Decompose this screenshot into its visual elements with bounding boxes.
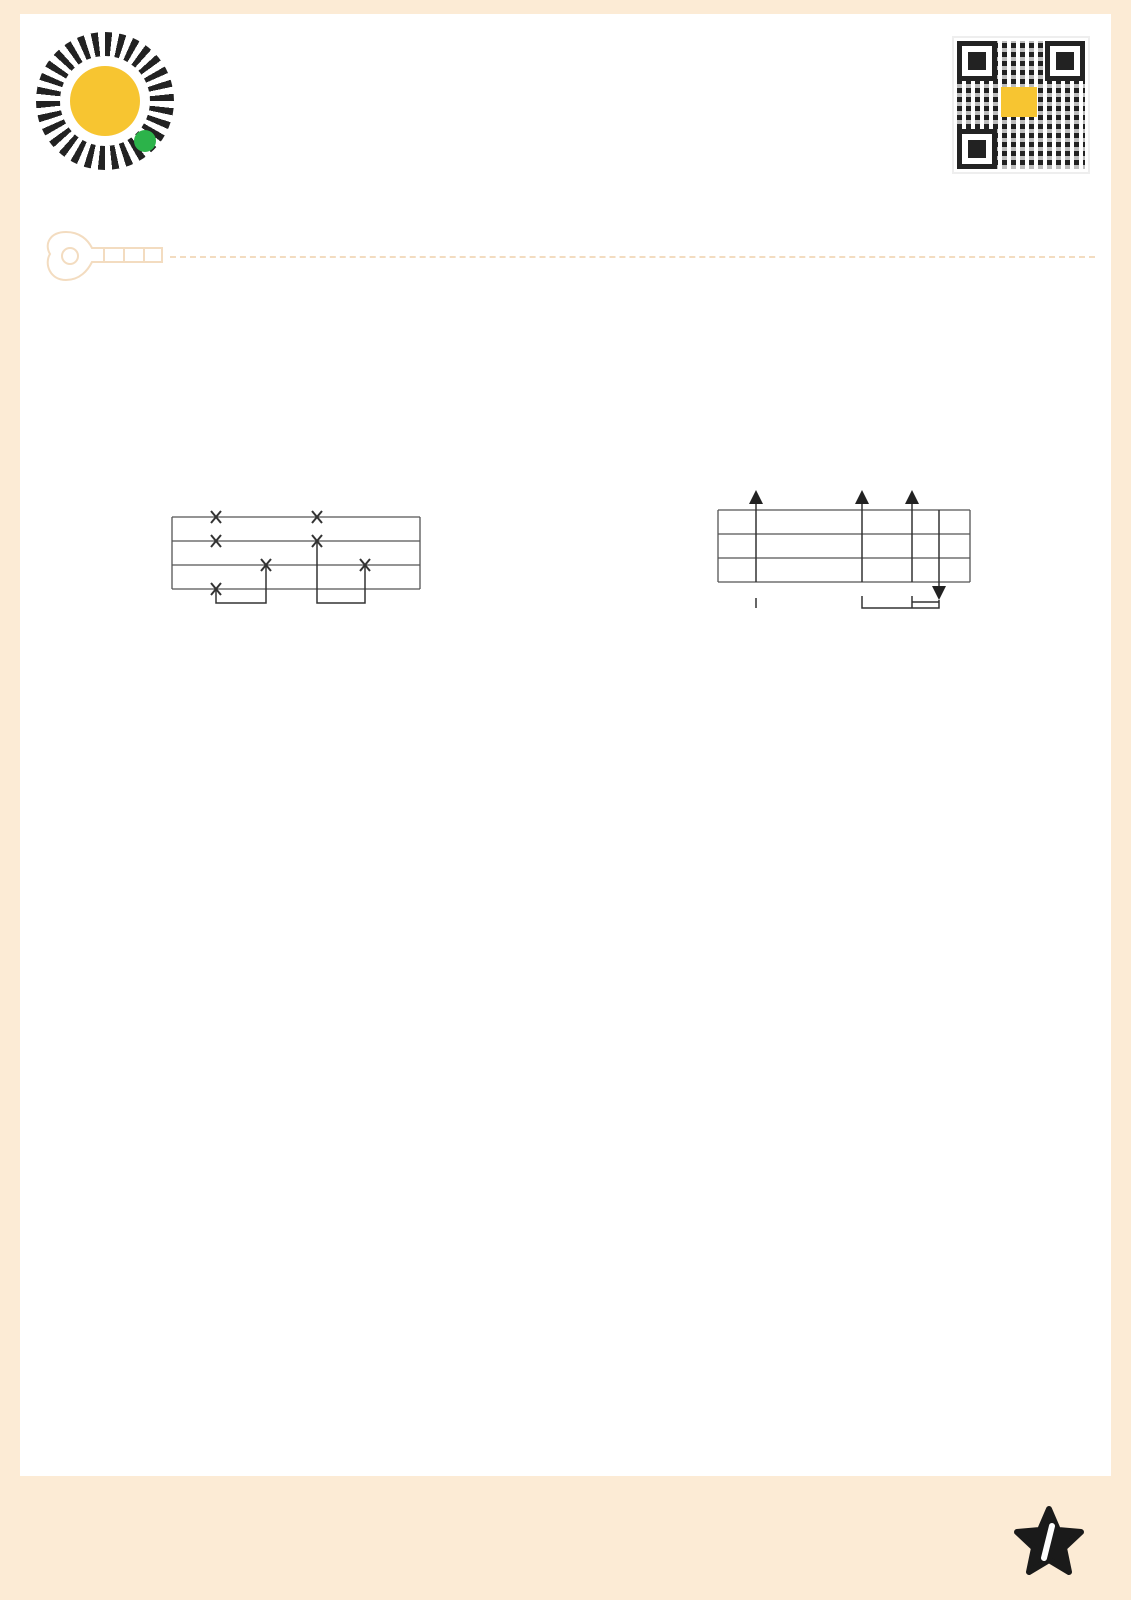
mini-program-icon (134, 130, 156, 152)
chorus-rhythm-tab (714, 488, 974, 618)
qr-badge (1001, 87, 1037, 117)
mini-program-qr-code[interactable] (36, 32, 174, 170)
qr-badge (70, 66, 140, 136)
brand-star-icon (1014, 1506, 1084, 1576)
ukulele-icon (44, 228, 174, 284)
tutorial-qr-code[interactable] (954, 38, 1088, 172)
sheet-page (20, 14, 1111, 1476)
divider (170, 256, 1095, 258)
verse-rhythm-tab (168, 505, 424, 605)
